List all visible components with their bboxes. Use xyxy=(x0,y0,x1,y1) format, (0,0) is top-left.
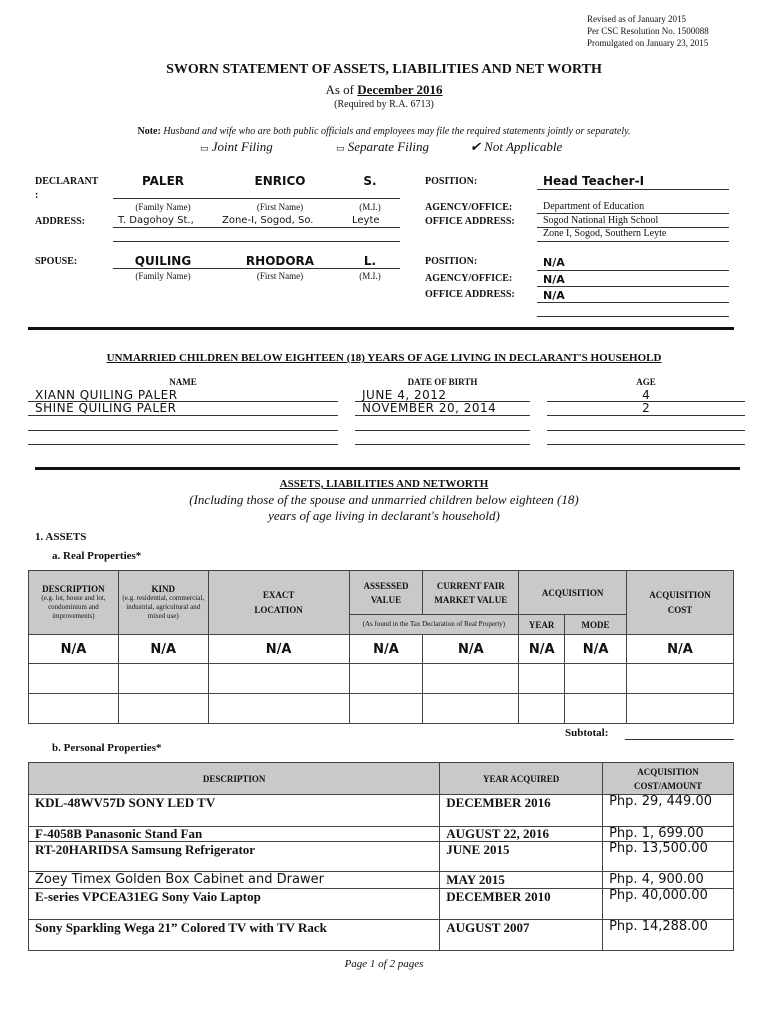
spouse-agency: N/A xyxy=(543,273,565,286)
pp-cost: Php. 29, 449.00 xyxy=(603,795,734,827)
not-applicable-option[interactable] xyxy=(470,139,562,155)
pp-description: E-series VPCEA31EG Sony Vaio Laptop xyxy=(29,889,440,920)
rp-header-market: CURRENT FAIR MARKET VALUE xyxy=(423,571,519,615)
personal-properties-table xyxy=(28,762,734,951)
table-cell: N/A xyxy=(565,635,627,664)
spouse-label: SPOUSE: xyxy=(35,256,78,267)
declarant-label: DECLARANT : xyxy=(35,176,99,201)
address-part-2: Zone-I, Sogod, So. xyxy=(222,215,314,226)
spouse-office-address: N/A xyxy=(543,289,565,302)
table-cell: N/A xyxy=(626,635,733,664)
pp-year: AUGUST 2007 xyxy=(440,920,603,951)
table-cell: N/A xyxy=(29,635,119,664)
pp-year: AUGUST 22, 2016 xyxy=(440,827,603,842)
pp-description: KDL-48WV57D SONY LED TV xyxy=(29,795,440,827)
child-dob: JUNE 4, 2012 xyxy=(362,388,447,402)
pp-description: Sony Sparkling Wega 21” Colored TV with TV Rack xyxy=(29,920,440,951)
spouse-family-name: QUILING xyxy=(134,254,192,268)
pp-year: DECEMBER 2010 xyxy=(440,889,603,920)
children-title: UNMARRIED CHILDREN BELOW EIGHTEEN (18) YEARS OF AGE LIVING IN DECLARANT'S HOUSEHOLD xyxy=(106,352,662,364)
real-properties-label: a. Real Properties* xyxy=(52,550,142,562)
table-row xyxy=(29,872,734,889)
pp-description: F-4058B Panasonic Stand Fan xyxy=(29,827,440,842)
table-row xyxy=(29,920,734,951)
personal-properties-label: b. Personal Properties* xyxy=(52,742,162,754)
rp-header-cost: ACQUISITION COST xyxy=(626,571,733,635)
pp-year: DECEMBER 2016 xyxy=(440,795,603,827)
child-name: XIANN QUILING PALER xyxy=(35,388,178,402)
spouse-first-caption: (First Name) xyxy=(256,271,304,281)
note-text: Husband and wife who are both public officials and employees may file the required statements jointly or separately. xyxy=(163,126,631,137)
table-row xyxy=(29,842,734,872)
table-cell: N/A xyxy=(423,635,519,664)
section-divider xyxy=(28,327,734,330)
pp-description: RT-20HARIDSA Samsung Refrigerator xyxy=(29,842,440,872)
rp-header-location: EXACT LOCATION xyxy=(208,571,349,635)
rp-header-description: DESCRIPTION (e.g. lot, house and lot, condominium and improvements) xyxy=(29,571,119,635)
children-col-age: AGE xyxy=(636,377,656,387)
assets-title: ASSETS, LIABILITIES AND NETWORTH xyxy=(279,478,489,490)
revision-info xyxy=(587,13,709,49)
declarant-position: Head Teacher-I xyxy=(543,174,645,188)
pp-header-year: YEAR ACQUIRED xyxy=(440,763,603,795)
rp-header-year: YEAR xyxy=(519,615,565,635)
address-part-1: T. Dagohoy St., xyxy=(118,215,194,226)
declarant-first-name: ENRICO xyxy=(254,174,306,188)
table-row xyxy=(29,795,734,827)
pp-header-description: DESCRIPTION xyxy=(29,763,440,795)
page-number: Page 1 of 2 pages xyxy=(344,958,424,970)
pp-header-cost: ACQUISITION COST/AMOUNT xyxy=(603,763,734,795)
pp-cost: Php. 1, 699.00 xyxy=(603,827,734,842)
declarant-mi: S. xyxy=(363,174,377,188)
declarant-family-name: PALER xyxy=(141,174,185,188)
office-address-label: OFFICE ADDRESS: xyxy=(425,216,515,227)
table-row xyxy=(29,664,734,694)
position-label: POSITION: xyxy=(425,176,478,187)
separate-filing-option[interactable] xyxy=(336,139,429,155)
child-dob: NOVEMBER 20, 2014 xyxy=(362,401,497,415)
table-cell: N/A xyxy=(208,635,349,664)
as-of-value: December 2016 xyxy=(357,82,443,97)
note-label: Note: xyxy=(137,126,161,137)
subtotal-label: Subtotal: xyxy=(565,727,609,739)
pp-cost: Php. 40,000.00 xyxy=(603,889,734,920)
table-cell: N/A xyxy=(118,635,208,664)
rp-header-assessed: ASSESSED VALUE xyxy=(349,571,423,615)
table-row xyxy=(29,827,734,842)
as-of-label: As of xyxy=(325,82,354,97)
pp-cost: Php. 13,500.00 xyxy=(603,842,734,872)
assets-subtitle-2: years of age living in declarant's household) xyxy=(268,508,500,523)
checkbox-icon: ▭ xyxy=(336,143,345,153)
child-age: 2 xyxy=(642,401,650,415)
declarant-agency: Department of Education xyxy=(543,201,645,212)
table-row xyxy=(29,889,734,920)
not-applicable-label: Not Applicable xyxy=(484,139,563,154)
pp-year: JUNE 2015 xyxy=(440,842,603,872)
declarant-office-address-1: Sogod National High School xyxy=(543,215,659,226)
family-name-caption: (Family Name) xyxy=(135,202,191,212)
separate-filing-label: Separate Filing xyxy=(347,139,430,154)
real-properties-table xyxy=(28,570,734,724)
first-name-caption: (First Name) xyxy=(256,202,304,212)
spouse-family-caption: (Family Name) xyxy=(135,271,191,281)
child-age: 4 xyxy=(642,388,650,402)
pp-cost: Php. 14,288.00 xyxy=(603,920,734,951)
agency-label: AGENCY/OFFICE: xyxy=(425,202,513,213)
address-label: ADDRESS: xyxy=(35,216,86,227)
checkbox-icon: ▭ xyxy=(200,143,209,153)
table-row xyxy=(29,635,734,664)
table-cell: N/A xyxy=(349,635,423,664)
revised-text: Revised as of January 2015 xyxy=(587,14,686,24)
rp-header-tax-note: (As found in the Tax Declaration of Real Property) xyxy=(349,615,519,635)
children-col-dob: DATE OF BIRTH xyxy=(407,377,478,387)
spouse-mi-caption: (M.I.) xyxy=(359,271,381,281)
rp-header-kind: KIND (e.g. residential, commercial, industrial, agricultural and mixed use) xyxy=(118,571,208,635)
as-of-line xyxy=(0,82,768,98)
table-cell: N/A xyxy=(519,635,565,664)
promulgated-text: Promulgated on January 23, 2015 xyxy=(587,38,709,48)
rp-header-acquisition: ACQUISITION xyxy=(519,571,627,615)
resolution-text: Per CSC Resolution No. 1500088 xyxy=(587,26,709,36)
pp-description: Zoey Timex Golden Box Cabinet and Drawer xyxy=(29,872,440,889)
child-name: SHINE QUILING PALER xyxy=(35,401,177,415)
assets-subtitle-1: (Including those of the spouse and unmarried children below eighteen (18) xyxy=(189,492,579,507)
joint-filing-label: Joint Filing xyxy=(211,139,273,154)
address-part-3: Leyte xyxy=(352,215,380,226)
table-row xyxy=(29,694,734,724)
joint-filing-option[interactable] xyxy=(200,139,273,155)
check-mark-icon: ✔ xyxy=(470,139,481,154)
required-note: (Required by R.A. 6713) xyxy=(334,99,434,110)
pp-cost: Php. 4, 900.00 xyxy=(603,872,734,889)
pp-year: MAY 2015 xyxy=(440,872,603,889)
spouse-agency-label: AGENCY/OFFICE: xyxy=(425,273,513,284)
spouse-mi: L. xyxy=(363,254,377,268)
form-title: SWORN STATEMENT OF ASSETS, LIABILITIES AND NET WORTH xyxy=(166,62,602,77)
declarant-office-address-2: Zone I, Sogod, Southern Leyte xyxy=(543,228,667,239)
mi-caption: (M.I.) xyxy=(359,202,381,212)
spouse-first-name: RHODORA xyxy=(245,254,315,268)
note-line xyxy=(0,126,768,137)
assets-label: 1. ASSETS xyxy=(35,531,87,543)
section-divider xyxy=(35,467,740,470)
spouse-position-label: POSITION: xyxy=(425,256,478,267)
children-col-name: NAME xyxy=(169,377,197,387)
rp-header-mode: MODE xyxy=(565,615,627,635)
spouse-position: N/A xyxy=(543,256,565,269)
spouse-office-address-label: OFFICE ADDRESS: xyxy=(425,289,515,300)
